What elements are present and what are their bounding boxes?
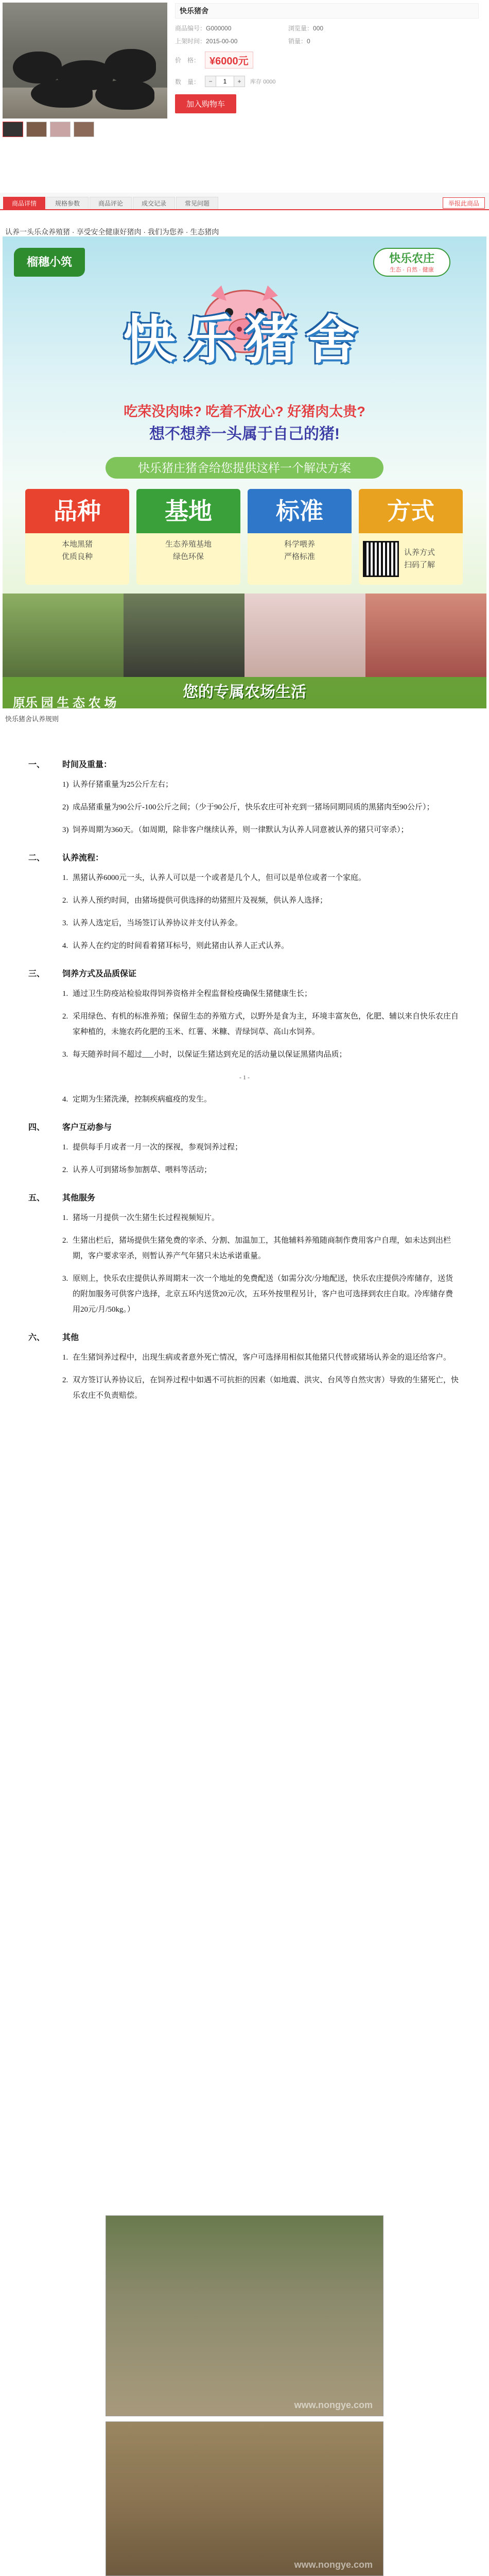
list-item: 1. 通过卫生防疫站检验取得饲养资格并全程监督检疫确保生猪健康生长； [62,990,312,998]
pig-image [104,49,156,83]
increment-button[interactable]: + [234,76,244,87]
section-heading: 六、 其他 [28,1333,79,1342]
list-item: 1. 黑猪认养6000元一头，认养人可以是一个或者是几个人，但可以是单位或者一个家庭。 [62,874,366,882]
list-item: 1. 提供每手月或者一月一次的探视，参观饲养过程； [62,1143,243,1151]
product-info [175,3,484,113]
banner-footer [3,677,486,708]
list-item: 3. 认养人选定后，当场签订认养协议并支付认养金。 [62,919,243,927]
list-item: 2. 认养人预约时间，由猪场提供可供选择的幼猪照片及视频，供认养人选择； [62,896,328,905]
product-meta [175,24,484,45]
tab-faq[interactable]: 常见问题 [176,197,218,209]
section-heading: 三、 饲养方式及品质保证 [28,970,137,978]
list-item: 4. 认养人在约定的时间看着猪耳标号，则此猪由认养人正式认养。 [62,942,289,950]
farm-photo [244,594,365,677]
promo-banner [3,236,486,708]
product-header [0,0,489,139]
banner-headline: 快乐猪舍 [123,311,366,369]
list-item: 1. 在生猪饲养过程中，出现生病或者意外死亡情况，客户可选择用相似其他猪只代替或猪场认养金的退还给客户。 [62,1353,451,1362]
pig-image [13,52,62,83]
section-heading: 一、 时间及重量： [28,760,112,769]
banner-slogan: 您的专属农场生活 [183,684,306,701]
report-button[interactable]: 举报此商品 [443,197,485,209]
logo-left: 榴穗小筑 [14,248,85,277]
watermark: www.nongye.com [294,2560,373,2570]
banner-line-3: 快乐猪庄猪舍给您提供这样一个解决方案 [106,457,383,479]
thumbnail[interactable] [74,122,94,137]
meta-item: 销量：0 [288,38,310,45]
list-item: 3. 原则上，快乐农庄提供认养周期末一次一个地址的免费配送（如需分次/分地配送，快乐农庄提供冷库储存，送货的附加服务可供客户选择，北京五环内送货20元/次，五环外按里程另计，客户也可选择到农庄自取。冷库储存费用20元/月/50kg。） [62,1275,453,1314]
thumbnail[interactable] [26,122,47,137]
list-item: 2) 成品猪重量为90公斤-100公斤之间；（少于90公斤，快乐农庄可补充到一猪场同期同质的黑猪肉至90公斤）； [62,803,434,811]
section-heading: 四、 客户互动参与 [28,1123,112,1132]
price-value: ¥6000元 [205,52,253,69]
farm-photo [106,2215,383,2416]
list-item: 2. 生猪出栏后，猪场提供生猪免费的宰杀、分割、加温加工，其他辅料养殖随商制作费用客户自理，如未达到出栏期，客户要求宰杀，则暂认养产气年猪只未达承诺重量。 [62,1236,451,1260]
quantity-row [175,76,484,87]
quantity-label: 数 量： [175,78,200,86]
pillar-standard: 标准 科学喂养 严格标准 [248,489,352,585]
section-caption: 快乐猪舍认养规则 [5,715,59,723]
farm-photo [124,594,244,677]
banner-line-2: 想不想养一头属于自己的猪! [149,426,340,443]
quantity-stepper [205,76,245,87]
pillar-breed: 品种 本地黑猪 优质良种 [25,489,129,585]
list-item: 1) 认养仔猪重量为25公斤左右； [62,781,173,789]
banner-photo-strip [3,594,486,677]
farm-photo [106,2421,383,2576]
thumbnail-strip [3,122,94,137]
list-item: 3. 每天随养时间不超过___小时，以保证生猪达到充足的活动量以保证黑猪肉品质； [62,1050,347,1059]
feature-pillars [25,489,463,585]
list-item: 4. 定期为生猪洗澡，控制疾病瘟疫的发生。 [62,1095,212,1104]
banner-footer-brand: 原乐 园 生 态 农 场 [13,696,117,708]
thumbnail[interactable] [3,122,23,137]
rules-document [28,744,461,1403]
qr-code-icon [363,541,399,577]
watermark: www.nongye.com [294,2400,373,2410]
product-main-photo[interactable] [3,3,167,118]
farm-photo [365,594,486,677]
stock-text: 库存 0000 [250,79,276,85]
pig-image [95,80,154,110]
section-heading: 五、 其他服务 [28,1194,96,1202]
logo-right: 快乐农庄 生态 · 自然 · 健康 [373,248,450,277]
tab-specs[interactable]: 规格参数 [46,197,89,209]
page-number: - 1 - [239,1074,250,1081]
list-item: 2. 双方签订认养协议后，在饲养过程中如遇不可抗拒的因素（如地震、洪灾、台风等自然灾害）导致的生猪死亡，快乐农庄不负责赔偿。 [62,1376,459,1400]
list-item: 1. 猪场一月提供一次生猪生长过程视频短片。 [62,1214,220,1222]
meta-item: 上架时间：2015-00-00 [175,38,238,45]
decrement-button[interactable]: − [205,76,216,87]
farm-photo [3,594,124,677]
meta-item: 商品编号：G000000 [175,25,232,32]
tab-records[interactable]: 成交记录 [133,197,175,209]
pig-image [31,80,93,108]
add-to-cart-button[interactable]: 加入购物车 [175,94,236,113]
meta-item: 浏览量：000 [288,25,324,32]
price-row [175,52,484,69]
detail-tabs [0,193,489,210]
price-label: 价 格： [175,57,200,64]
thumbnail[interactable] [50,122,71,137]
section-heading: 二、 认养流程： [28,854,104,862]
banner-line-1: 吃荣没肉味? 吃着不放心? 好猪肉太贵? [124,404,365,419]
list-item: 2. 采用绿色、有机的标准养殖；保留生态的养殖方式，以野外是食为主，环境丰富灰色，化肥、辅以来自快乐农庄自家种植的，未施农药化肥的玉米、红薯、米糠、青绿饲草、高山水饲养。 [62,1012,459,1036]
tab-reviews[interactable]: 商品评论 [90,197,132,209]
quantity-input[interactable] [216,76,234,87]
breadcrumb: 认养一头乐众养殖猪 · 享受安全健康好猪肉 · 我们为您养 · 生态猪肉 [5,228,219,236]
pillar-method: 方式 认养方式 扫码了解 [359,489,463,585]
product-title: 快乐猪舍 [175,3,479,19]
pillar-base: 基地 生态养殖基地 绿色环保 [136,489,240,585]
list-item: 2. 认养人可到猪场参加割草、喂料等活动； [62,1166,212,1174]
tab-details[interactable]: 商品详情 [3,197,45,209]
list-item: 3) 饲养周期为360天。（如周期，除非客户继续认养，则一律默认为认养人同意被认养的猪只可宰杀）； [62,826,409,834]
